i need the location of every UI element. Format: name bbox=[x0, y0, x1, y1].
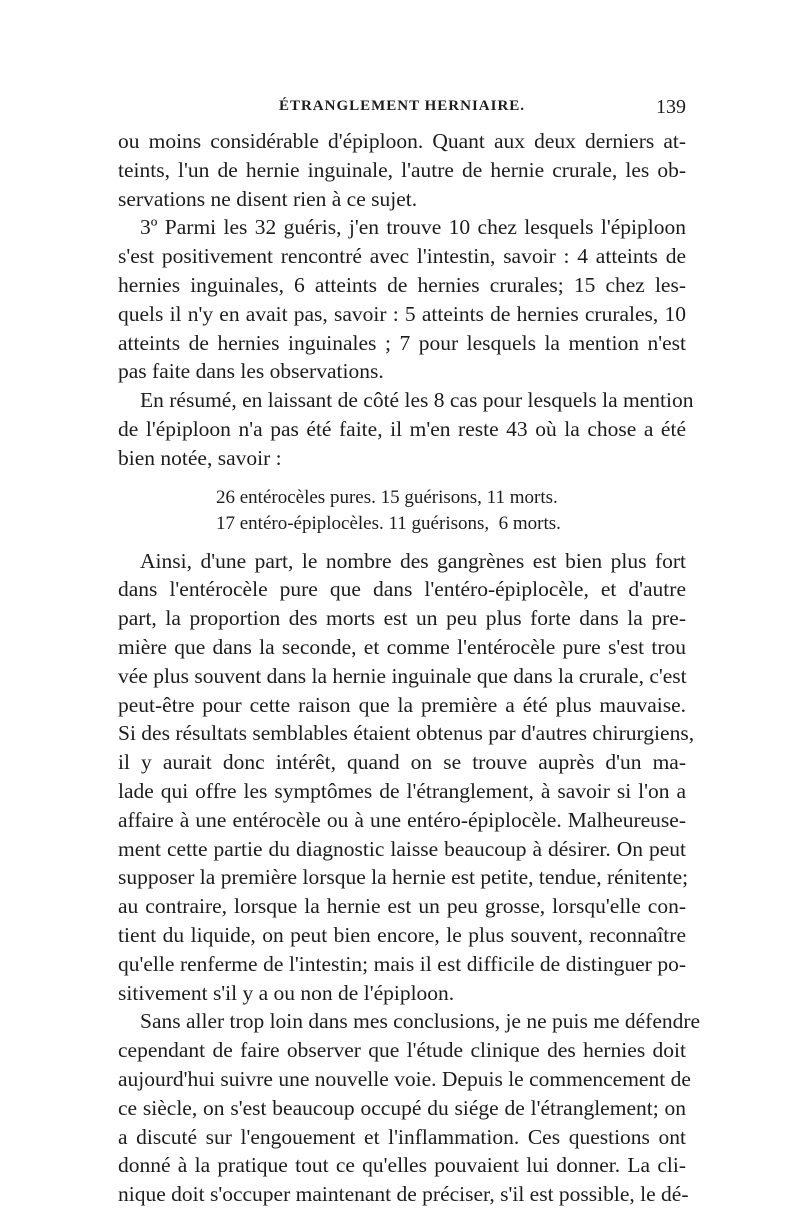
text-line: part, la proportion des morts est un peu plus forte dans la pre- bbox=[118, 606, 686, 631]
paragraph-4 bbox=[118, 547, 695, 1008]
text-line: peut-être pour cette raison que la première a été plus mauvaise. bbox=[118, 692, 686, 717]
text-line: aujourd'hui suivre une nouvelle voie. Depuis le commencement de bbox=[118, 1066, 691, 1091]
page-number: 139 bbox=[656, 96, 686, 118]
text-line: supposer la première lorsque la hernie est petite, tendue, rénitente; bbox=[118, 865, 689, 890]
text-line: hernies inguinales, 6 atteints de hernies crurales; 15 chez les- bbox=[118, 272, 686, 297]
text-line: ce siècle, on s'est beaucoup occupé du siége de l'étranglement; on bbox=[118, 1095, 686, 1120]
text-line: a discuté sur l'engouement et l'inflammation. Ces questions ont bbox=[118, 1124, 686, 1149]
paragraph-2 bbox=[118, 213, 686, 386]
text-line: donné à la pratique tout ce qu'elles pouvaient lui donner. La cli- bbox=[118, 1153, 686, 1178]
text-line: Si des résultats semblables étaient obtenus par d'autres chirurgiens, bbox=[118, 721, 695, 746]
text-line: dans l'entérocèle pure que dans l'entéro-épiplocèle, et d'autre bbox=[118, 577, 686, 602]
text-line: au contraire, lorsque la hernie est un peu grosse, lorsqu'elle con- bbox=[118, 894, 686, 919]
text-line: mière que dans la seconde, et comme l'entérocèle pure s'est trou bbox=[118, 634, 686, 659]
stats-row-enterocele: 26 entérocèles pures. 15 guérisons, 11 morts. bbox=[216, 486, 558, 508]
text-line: quels il n'y en avait pas, savoir : 5 atteints de hernies crurales, 10 bbox=[118, 301, 686, 326]
text-line: servations ne disent rien à ce sujet. bbox=[118, 186, 418, 211]
text-line: teints, l'un de hernie inguinale, l'autre de hernie crurale, les ob- bbox=[118, 157, 686, 182]
text-line: vée plus souvent dans la hernie inguinale que dans la crurale, c'est bbox=[118, 663, 687, 688]
text-line: ment cette partie du diagnostic laisse beaucoup à désirer. On peut bbox=[118, 836, 686, 861]
text-line: pas faite dans les observations. bbox=[118, 359, 384, 384]
text-line: nique doit s'occuper maintenant de préciser, s'il est possible, le dé- bbox=[118, 1182, 689, 1207]
running-title: ÉTRANGLEMENT HERNIAIRE. bbox=[278, 98, 526, 114]
text-line: 3º Parmi les 32 guéris, j'en trouve 10 chez lesquels l'épiploon bbox=[140, 215, 686, 240]
text-line: cependant de faire observer que l'étude clinique des hernies doit bbox=[118, 1038, 686, 1063]
text-line: tient du liquide, on peut bien encore, le plus souvent, reconnaître bbox=[118, 922, 686, 947]
text-line: il y aurait donc intérêt, quand on se trouve auprès d'un ma- bbox=[118, 750, 686, 775]
text-line: ou moins considérable d'épiploon. Quant aux deux derniers at- bbox=[118, 129, 686, 153]
paragraph-5 bbox=[118, 1007, 701, 1209]
text-line: qu'elle renferme de l'intestin; mais il est difficile de distinguer po- bbox=[118, 951, 686, 976]
text-line: de l'épiploon n'a pas été faite, il m'en reste 43 où la chose a été bbox=[118, 416, 686, 441]
stats-row-entero-epiplocele: 17 entéro-épiplocèles. 11 guérisons, 6 morts. bbox=[216, 512, 561, 534]
text-line: Ainsi, d'une part, le nombre des gangrènes est bien plus fort bbox=[140, 548, 686, 573]
text-line: affaire à une entérocèle ou à une entéro-épiplocèle. Malheureuse- bbox=[118, 807, 686, 832]
text-line: s'est positivement rencontré avec l'intestin, savoir : 4 atteints de bbox=[118, 244, 686, 269]
paragraph-3 bbox=[118, 386, 694, 472]
text-line: bien notée, savoir : bbox=[118, 445, 282, 470]
body-text bbox=[118, 127, 701, 1209]
statistics-table bbox=[216, 485, 686, 537]
text-line: En résumé, en laissant de côté les 8 cas pour lesquels la mention bbox=[140, 388, 694, 413]
paragraph-1 bbox=[118, 127, 686, 213]
text-line: atteints de hernies inguinales ; 7 pour lesquels la mention n'est bbox=[118, 330, 686, 355]
text-line: Sans aller trop loin dans mes conclusions, je ne puis me défendre bbox=[140, 1009, 701, 1034]
text-line: lade qui offre les symptômes de l'étranglement, à savoir si l'on a bbox=[118, 778, 686, 803]
page-header bbox=[118, 98, 686, 124]
text-line: sitivement s'il y a ou non de l'épiploon. bbox=[118, 980, 455, 1005]
